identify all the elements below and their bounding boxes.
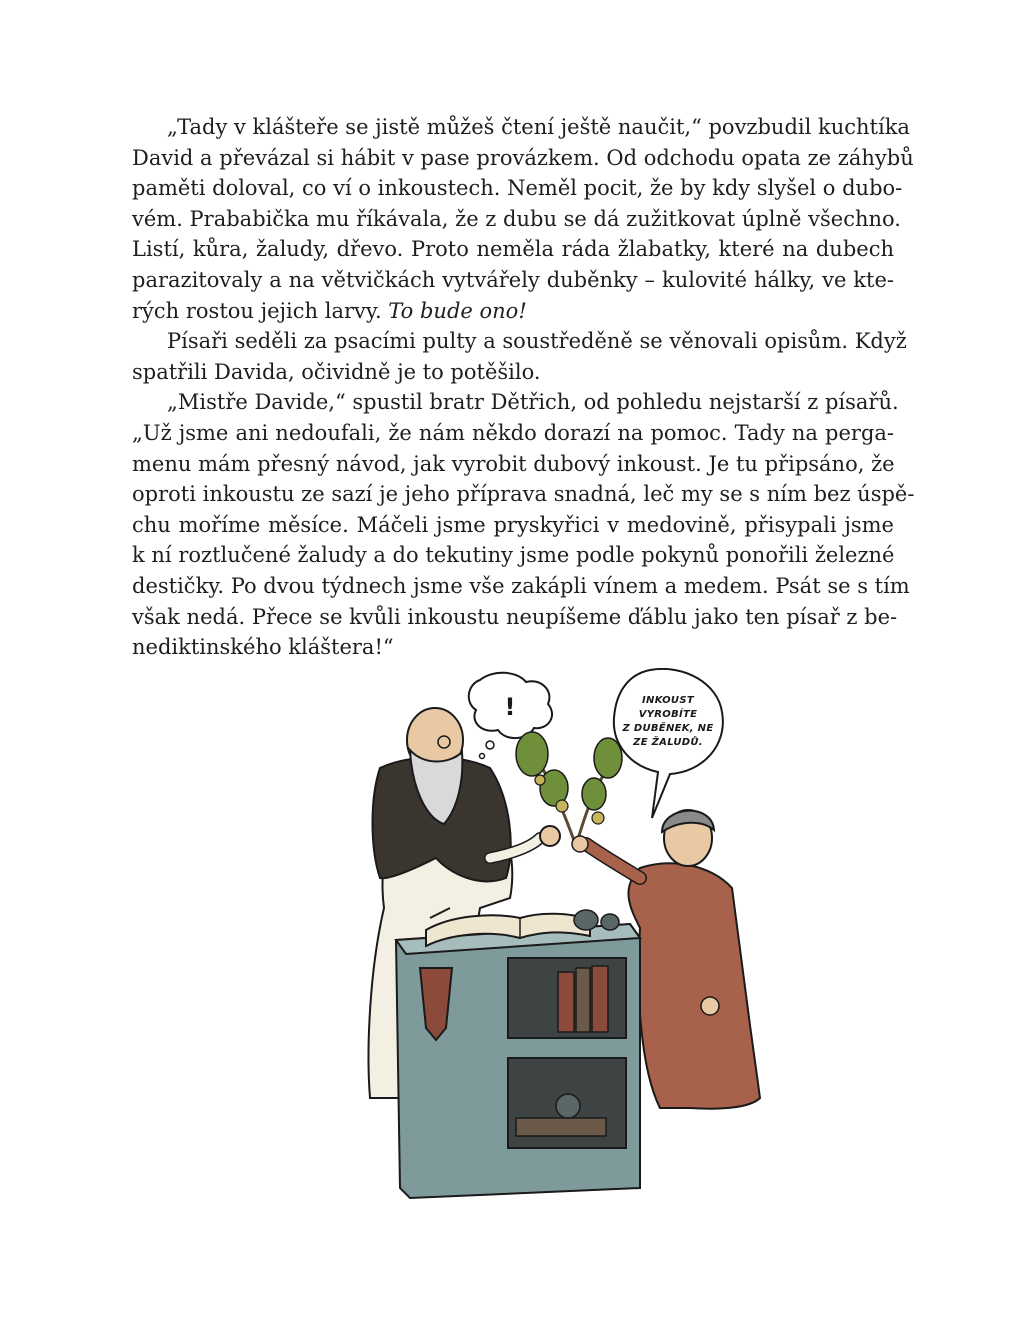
text-line	[132, 296, 894, 327]
speech-line: INKOUST	[642, 695, 694, 706]
text-line: Listí, kůra, žaludy, dřevo. Proto neměla ráda žlabatky, které na dubech	[132, 237, 894, 262]
thought-bubble-text: !	[504, 693, 516, 721]
text-line: menu mám přesný návod, jak vyrobit dubový inkoust. Je tu připsáno, že	[132, 451, 895, 476]
oak-branch	[516, 732, 622, 846]
text-line: spatřili Davida, očividně je to potěšilo.	[132, 359, 541, 384]
text-line-plain: rých rostou jejich larvy.	[132, 298, 389, 323]
text-line: však nedá. Přece se kvůli inkoustu neupíšeme ďáblu jako ten písař z be-	[132, 604, 898, 629]
body-text	[132, 112, 915, 663]
text-line: „Mistře Davide,“ spustil bratr Dětřich, od pohledu nejstarší z písařů.	[167, 390, 899, 415]
text-line: vém. Prababička mu říkávala, že z dubu se dá zužitkovat úplně všechno.	[132, 206, 901, 231]
text-line: nediktinského kláštera!“	[132, 635, 394, 660]
text-line: chu moříme měsíce. Máčeli jsme pryskyřici v medovině, přisypali jsme	[132, 512, 894, 537]
text-line: paměti doloval, co ví o inkoustech. Neměl pocit, že by kdy slyšel o dubo-	[132, 176, 903, 201]
speech-bubble	[614, 669, 723, 818]
italic-exclamation: To bude ono!	[388, 298, 527, 323]
text-line: parazitovaly a na větvičkách vytvářely duběnky – kulovité hálky, ve kte-	[132, 267, 894, 292]
text-line: „Už jsme ani nedoufali, že nám někdo dorazí na pomoc. Tady na perga-	[132, 420, 894, 445]
speech-line: VYROBÍTE	[638, 709, 698, 720]
text-line: „Tady v klášteře se jistě můžeš čtení ještě naučit,“ povzbudil kuchtíka	[167, 115, 910, 139]
text-line: David a převázal si hábit v pase provázkem. Od odchodu opata ze záhybů	[132, 145, 914, 170]
text-line: k ní roztlučené žaludy a do tekutiny jsme podle pokynů ponořili železné	[132, 543, 895, 568]
text-line: destičky. Po dvou týdnech jsme vše zakápli vínem a medem. Psát se s tím	[132, 573, 910, 598]
writing-desk	[396, 924, 640, 1198]
text-line: oproti inkoustu ze sazí je jeho příprava snadná, leč my se s ním bez úspě-	[132, 482, 915, 507]
speech-line: ZE ŽALUDŮ.	[633, 737, 703, 748]
text-line: Písaři seděli za psacími pulty a soustředěně se věnovali opisům. Když	[167, 329, 907, 354]
speech-line: Z DUBĚNEK, NE	[622, 723, 714, 734]
illustration	[340, 668, 800, 1228]
